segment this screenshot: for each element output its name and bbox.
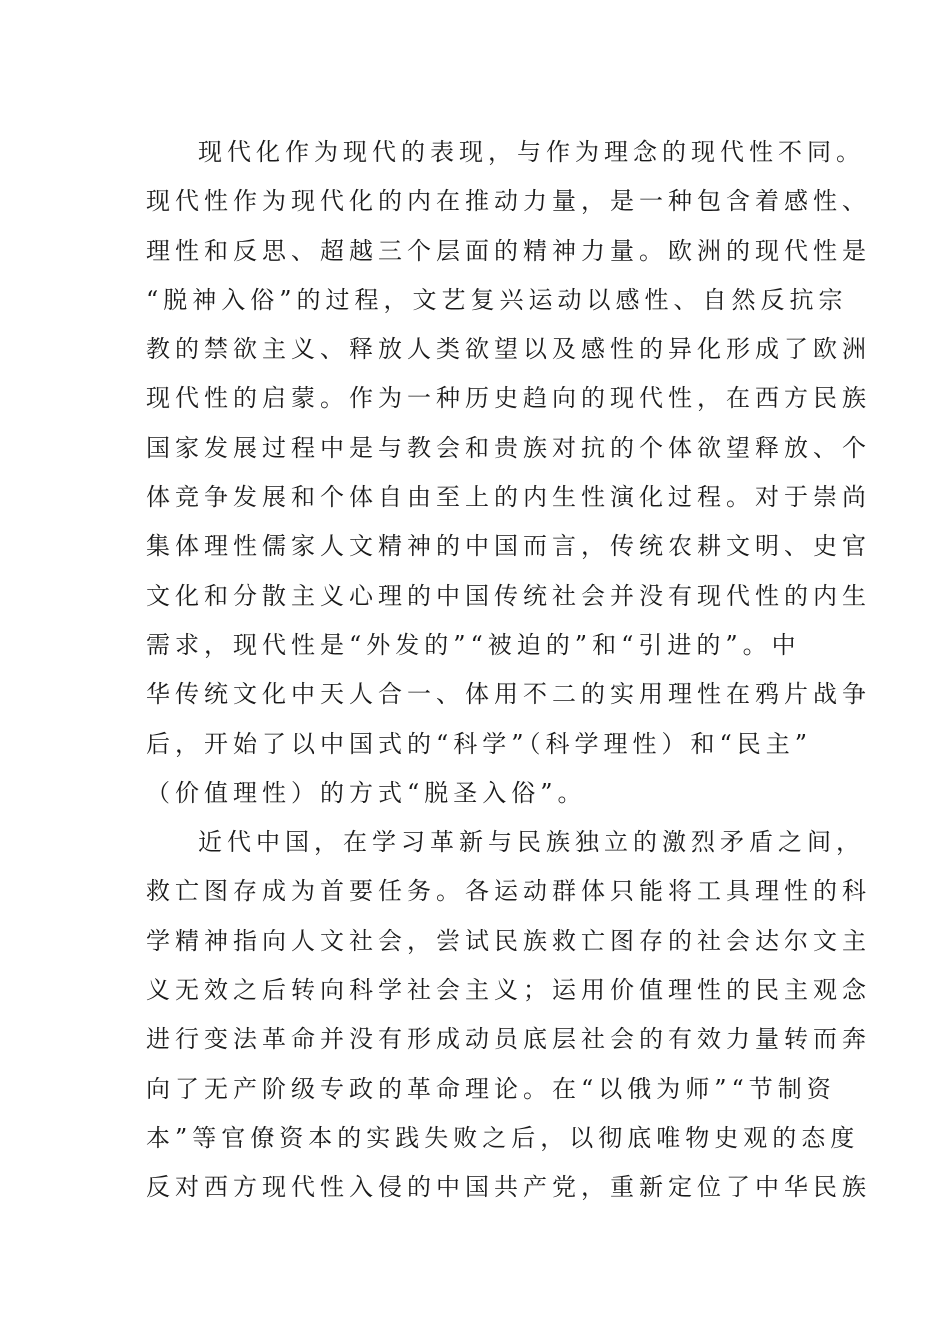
text-line: 需求，现代性是“外发的”“被迫的”和“引进的”。中	[146, 630, 801, 659]
text-line: 体竞争发展和个体自由至上的内生性演化过程。对于崇尚	[146, 483, 871, 512]
text-line: 反对西方现代性入侵的中国共产党，重新定位了中华民族	[146, 1173, 871, 1202]
text-line: 文化和分散主义心理的中国传统社会并没有现代性的内生	[146, 581, 871, 610]
text-line: 义无效之后转向科学社会主义；运用价值理性的民主观念	[146, 976, 871, 1005]
text-line: 理性和反思、超越三个层面的精神力量。欧洲的现代性是	[146, 236, 871, 265]
text-line: 现代性的启蒙。作为一种历史趋向的现代性，在西方民族	[146, 384, 871, 413]
text-line: 近代中国，在学习革新与民族独立的激烈矛盾之间，	[198, 828, 865, 857]
text-line: 华传统文化中天人合一、体用不二的实用理性在鸦片战争	[146, 680, 871, 709]
paragraph-2	[146, 818, 871, 1212]
text-line: 国家发展过程中是与教会和贵族对抗的个体欲望释放、个	[146, 433, 871, 462]
text-line: 进行变法革命并没有形成动员底层社会的有效力量转而奔	[146, 1025, 871, 1054]
paragraph-1	[146, 128, 871, 818]
text-line: 教的禁欲主义、释放人类欲望以及感性的异化形成了欧洲	[146, 335, 871, 364]
text-line: 学精神指向人文社会，尝试民族救亡图存的社会达尔文主	[146, 926, 871, 955]
text-line: 集体理性儒家人文精神的中国而言，传统农耕文明、史官	[146, 532, 871, 561]
text-line: 本”等官僚资本的实践失败之后，以彻底唯物史观的态度	[146, 1123, 860, 1152]
document-body	[146, 128, 871, 1213]
text-line: （价值理性）的方式“脱圣入俗”。	[146, 778, 587, 807]
text-line: 现代性作为现代化的内在推动力量，是一种包含着感性、	[146, 187, 871, 216]
text-line: 救亡图存成为首要任务。各运动群体只能将工具理性的科	[146, 877, 871, 906]
text-line: 现代化作为现代的表现，与作为理念的现代性不同。	[198, 138, 865, 166]
text-line: 向了无产阶级专政的革命理论。在“以俄为师”“节制资	[146, 1074, 836, 1103]
text-line: 后，开始了以中国式的“科学”（科学理性）和“民主”	[146, 729, 813, 758]
text-line: “脱神入俗”的过程，文艺复兴运动以感性、自然反抗宗	[146, 285, 848, 314]
